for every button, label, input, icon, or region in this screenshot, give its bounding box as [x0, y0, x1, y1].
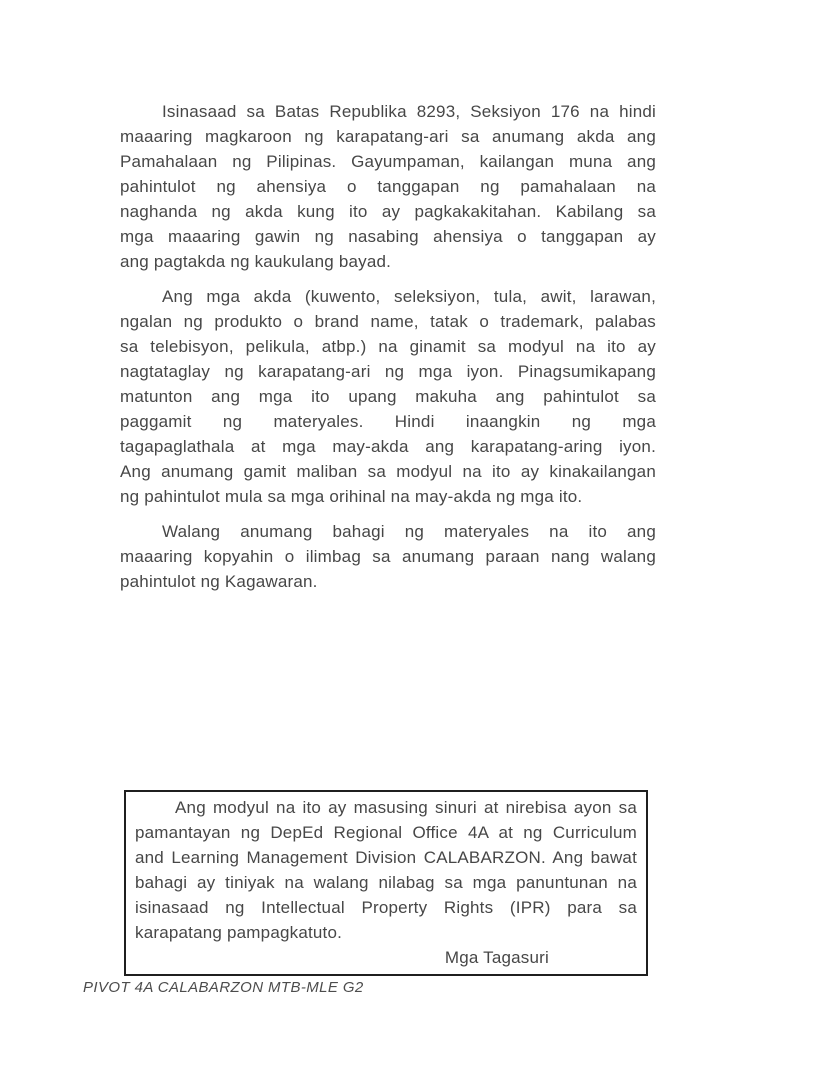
- text-line: pahintulot ng Kagawaran.: [120, 572, 318, 591]
- text-line: Ang mga akda (kuwento, seleksiyon, tula, awit, larawan,: [162, 287, 656, 306]
- text-line: paggamit ng materyales. Hindi inaangkin ng mga: [120, 412, 656, 431]
- text-line: Ang modyul na ito ay masusing sinuri at nirebisa ayon sa: [175, 798, 637, 817]
- paragraph: [120, 99, 656, 274]
- text-line: pahintulot ng ahensiya o tanggapan ng pamahalaan na: [120, 177, 656, 196]
- text-line: tagapaglathala at mga may-akda ang karapatang-aring iyon.: [120, 437, 656, 456]
- paragraph: [120, 284, 656, 509]
- text-line: maaaring magkaroon ng karapatang-ari sa anumang akda ang: [120, 127, 656, 146]
- text-line: and Learning Management Division CALABARZON. Ang bawat: [135, 848, 637, 867]
- text-line: ang pagtakda ng kaukulang bayad.: [120, 252, 392, 271]
- text-line: maaaring kopyahin o ilimbag sa anumang paraan nang walang: [120, 547, 656, 566]
- text-line: bahagi ay tiniyak na walang nilabag sa mga panuntunan na: [135, 873, 637, 892]
- reviewers-signature: Mga Tagasuri: [444, 948, 549, 967]
- review-box: [124, 790, 648, 976]
- text-line: ng pahintulot mula sa mga orihinal na may-akda ng mga ito.: [120, 487, 583, 506]
- text-line: karapatang pampagkatuto.: [135, 923, 343, 942]
- body-text: [120, 99, 656, 604]
- text-line: Ang anumang gamit maliban sa modyul na ito ay kinakailangan: [120, 462, 656, 481]
- review-box-text: [135, 795, 637, 945]
- text-line: pamantayan ng DepEd Regional Office 4A at ng Curriculum: [135, 823, 637, 842]
- text-line: Pamahalaan ng Pilipinas. Gayumpaman, kailangan muna ang: [120, 152, 656, 171]
- footer-text: PIVOT 4A CALABARZON MTB-MLE G2: [83, 979, 364, 996]
- text-line: Isinasaad sa Batas Republika 8293, Seksiyon 176 na hindi: [162, 102, 656, 121]
- text-line: mga maaaring gawin ng nasabing ahensiya o tanggapan ay: [120, 227, 656, 246]
- text-line: naghanda ng akda kung ito ay pagkakakitahan. Kabilang sa: [120, 202, 656, 221]
- paragraph: [120, 519, 656, 594]
- text-line: sa telebisyon, pelikula, atbp.) na ginamit sa modyul na ito ay: [120, 337, 656, 356]
- text-line: ngalan ng produkto o brand name, tatak o trademark, palabas: [120, 312, 656, 331]
- text-line: Walang anumang bahagi ng materyales na ito ang: [162, 522, 656, 541]
- text-line: isinasaad ng Intellectual Property Rights (IPR) para sa: [135, 898, 637, 917]
- text-line: matunton ang mga ito upang makuha ang pahintulot sa: [120, 387, 656, 406]
- text-line: nagtataglay ng karapatang-ari ng mga iyon. Pinagsumikapang: [120, 362, 656, 381]
